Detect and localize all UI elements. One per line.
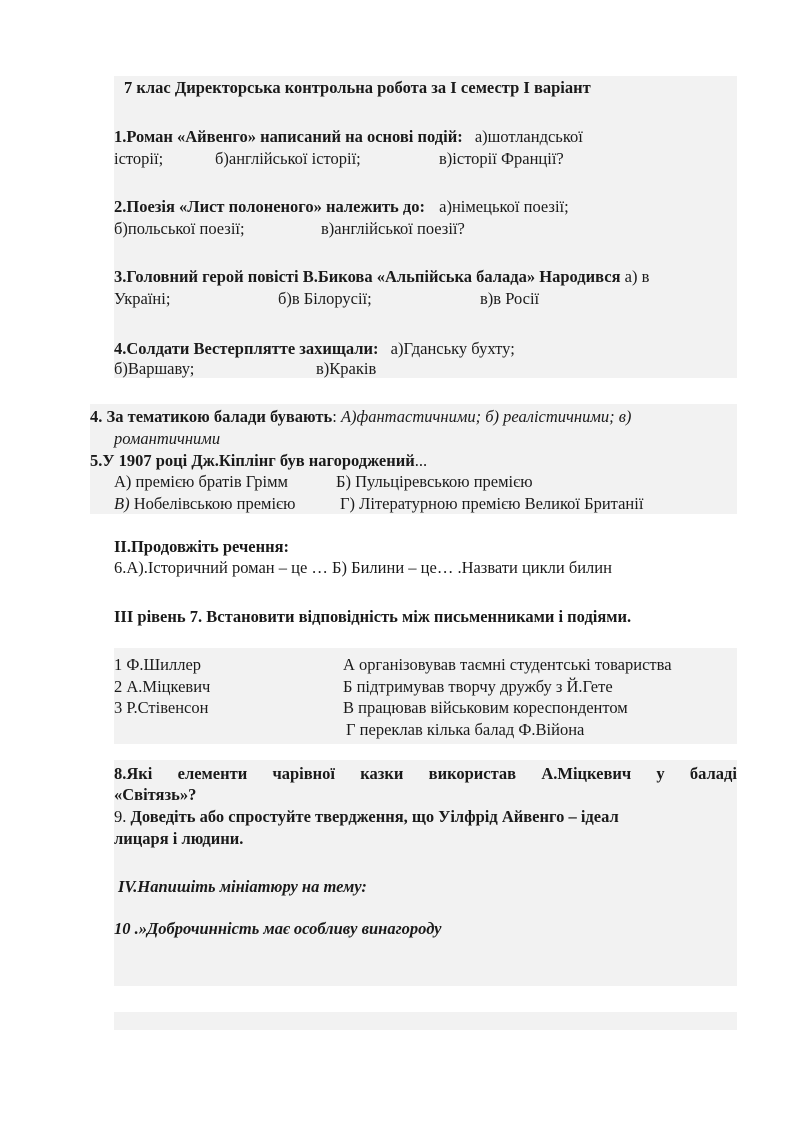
- question-3-option-b: б)в Білорусії;: [278, 289, 372, 308]
- question-4b-stem: 4. За тематикою балади бувають: [90, 407, 333, 426]
- question-3-option-a-cont: Україні;: [114, 289, 171, 308]
- question-4a: [114, 338, 515, 360]
- question-1: [114, 126, 583, 148]
- question-4b-colon: :: [332, 407, 337, 426]
- question-5: [90, 450, 427, 472]
- question-9-text: Доведіть або спростуйте твердження, що Уілфрід Айвенго – ідеал: [130, 807, 619, 826]
- matching-right-a: А організовував таємні студентські товариства: [343, 655, 672, 674]
- question-3-option-c: в)в Росії: [480, 289, 540, 308]
- question-8-word: 8.Які: [114, 764, 153, 783]
- question-2-option-a: а)німецької поезії;: [439, 197, 569, 216]
- question-1-option-a-cont: історії;: [114, 149, 164, 168]
- question-5-ellipsis: ...: [414, 451, 428, 470]
- section-3-title: ІІІ рівень 7. Встановити відповідність між письменниками і подіями.: [114, 607, 632, 626]
- question-5-option-c: Нобелівською премією: [133, 494, 296, 513]
- question-1-option-a: а)шотландської: [474, 127, 583, 146]
- question-1-stem: 1.Роман «Айвенго» написаний на основі подій:: [114, 127, 463, 146]
- question-6-number: 6: [114, 558, 123, 577]
- question-4b: [90, 406, 631, 428]
- question-8-word: елементи: [177, 764, 248, 783]
- question-1-option-b: б)англійської історії;: [215, 149, 361, 168]
- question-4b-answers-cont: романтичними: [114, 429, 221, 448]
- question-3-stem: 3.Головний герой повісті В.Бикова «Альпійська балада» Народився: [114, 267, 621, 286]
- matching-right-d: Г переклав кілька балад Ф.Війона: [346, 720, 585, 739]
- question-3: [114, 266, 649, 288]
- question-8-word: баладі: [689, 764, 737, 783]
- question-2: [114, 196, 569, 218]
- question-3-options: [114, 288, 540, 310]
- question-5-options-row2: [114, 493, 644, 515]
- shade-band-bottom: [114, 1012, 737, 1030]
- matching-right-b: Б підтримував творчу дружбу з Й.Гете: [343, 677, 613, 696]
- question-8-line2: «Світязь»?: [114, 785, 197, 804]
- question-8-word: казки: [360, 764, 404, 783]
- question-5-option-d: Г) Літературною премією Великої Британії: [340, 494, 644, 513]
- question-6: [114, 557, 612, 579]
- question-1-options: [114, 148, 564, 170]
- question-4b-answers: А)фантастичними; б) реалістичними; в): [340, 407, 632, 426]
- matching-left-2: 2 А.Міцкевич: [114, 677, 211, 696]
- question-6-text: .А).Історичний роман – це … Б) Билини – це… .Назвати цикли билин: [122, 558, 612, 577]
- question-5-option-a: А) премією братів Грімм: [114, 472, 288, 491]
- matching-left-3: 3 Р.Стівенсон: [114, 698, 209, 717]
- question-9-text-cont: лицаря і людини.: [114, 829, 244, 848]
- question-8-word: у: [656, 764, 665, 783]
- matching-right-c: В працював військовим кореспондентом: [343, 698, 628, 717]
- question-5-options-row1: [114, 471, 533, 493]
- question-8-word: А.Міцкевич: [541, 764, 632, 783]
- page-title: 7 клас Директорська контрольна робота за І семестр І варіант: [124, 78, 591, 97]
- shade-band-q8-q10: [114, 760, 737, 986]
- question-4a-option-b: б)Варшаву;: [114, 359, 195, 378]
- question-5-option-b: Б) Пульціревською премією: [336, 472, 533, 491]
- question-3-option-a: а) в: [624, 267, 650, 286]
- matching-left-1: 1 Ф.Шиллер: [114, 655, 202, 674]
- question-2-option-c: в)англійської поезії?: [321, 219, 465, 238]
- question-8-word: чарівної: [272, 764, 336, 783]
- question-4a-stem: 4.Солдати Вестерплятте захищали:: [114, 339, 379, 358]
- question-2-options: [114, 218, 465, 240]
- question-9: [114, 806, 619, 828]
- question-8-line1: [114, 763, 737, 785]
- question-9-number: 9.: [114, 807, 127, 826]
- question-2-stem: 2.Поезія «Лист полоненого» належить до:: [114, 197, 425, 216]
- question-5-option-c-letter: В): [114, 494, 130, 513]
- section-4-title: IV.Напишіть мініатюру на тему:: [118, 877, 367, 896]
- question-8-word: використав: [428, 764, 517, 783]
- question-4a-option-c: в)Краків: [316, 359, 377, 378]
- section-2-title: ІІ.Продовжіть речення:: [114, 537, 290, 556]
- question-5-stem: 5.У 1907 році Дж.Кіплінг був нагороджений: [90, 451, 415, 470]
- question-1-option-c: в)історії Франції?: [439, 149, 564, 168]
- question-4a-options: [114, 358, 377, 380]
- question-2-option-b: б)польської поезії;: [114, 219, 245, 238]
- question-4a-option-a: а)Гданську бухту;: [390, 339, 515, 358]
- question-10: 10 .»Доброчинність має особливу винагороду: [114, 919, 442, 938]
